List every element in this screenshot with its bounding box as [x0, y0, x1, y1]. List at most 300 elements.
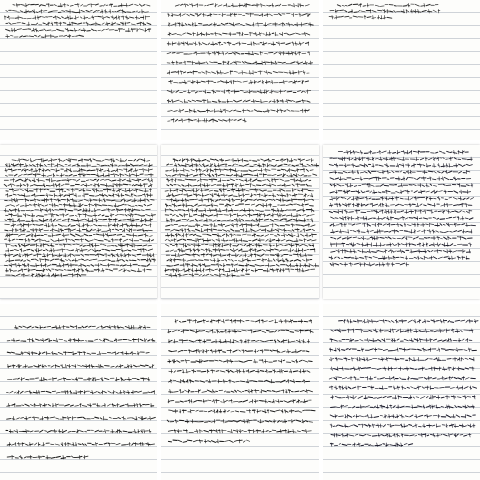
handwritten-glyph	[148, 178, 150, 182]
handwritten-glyph	[278, 340, 280, 342]
handwritten-glyph	[216, 371, 219, 372]
handwritten-glyph	[456, 386, 458, 390]
handwritten-glyph	[281, 239, 285, 241]
handwritten-glyph	[86, 190, 90, 191]
handwritten-glyph	[171, 178, 174, 182]
handwritten-glyph	[417, 231, 420, 232]
handwritten-glyph	[27, 22, 30, 26]
handwritten-glyph	[227, 90, 230, 94]
handwritten-glyph	[446, 415, 450, 417]
handwritten-glyph	[218, 243, 220, 247]
handwritten-glyph	[336, 433, 340, 437]
handwritten-glyph	[176, 233, 178, 237]
handwritten-glyph	[144, 165, 147, 166]
handwritten-glyph	[342, 386, 344, 390]
handwritten-glyph	[24, 163, 28, 167]
handwritten-glyph	[450, 152, 452, 153]
handwritten-glyph	[126, 163, 130, 167]
handwritten-glyph	[111, 22, 115, 26]
handwritten-glyph	[184, 120, 188, 121]
handwritten-glyph	[348, 376, 353, 380]
handwritten-glyph	[90, 10, 92, 11]
handwritten-glyph	[254, 110, 258, 112]
handwritten-glyph	[141, 377, 146, 381]
handwritten-glyph	[334, 348, 336, 352]
handwritten-glyph	[23, 185, 25, 186]
handwritten-glyph	[402, 369, 404, 370]
handwritten-glyph	[12, 275, 16, 276]
handwritten-glyph	[275, 224, 279, 226]
handwritten-glyph	[400, 190, 404, 194]
handwritten-glyph	[40, 30, 44, 31]
handwritten-glyph	[361, 11, 365, 12]
handwritten-glyph	[108, 218, 112, 222]
handwritten-glyph	[49, 269, 51, 271]
handwritten-glyph	[381, 197, 383, 201]
handwritten-glyph	[252, 233, 255, 237]
handwritten-glyph	[409, 178, 413, 179]
handwritten-glyph	[449, 424, 453, 428]
handwritten-glyph	[75, 377, 77, 381]
handwritten-glyph	[302, 419, 305, 423]
handwritten-glyph	[10, 35, 13, 36]
handwritten-glyph	[170, 209, 174, 211]
handwritten-glyph	[102, 160, 105, 161]
handwritten-glyph	[230, 71, 232, 75]
handwritten-glyph	[199, 220, 203, 221]
handwritten-glyph	[176, 71, 179, 75]
handwritten-glyph	[367, 249, 370, 253]
handwritten-glyph	[260, 200, 264, 201]
handwritten-glyph	[112, 11, 114, 12]
handwritten-glyph	[43, 10, 47, 11]
handwritten-glyph	[186, 158, 189, 162]
handwritten-glyph	[378, 433, 381, 437]
handwritten-glyph	[81, 28, 86, 32]
handwritten-glyph	[104, 10, 107, 14]
handwritten-glyph	[390, 157, 393, 161]
handwritten-glyph	[277, 99, 279, 103]
handwritten-glyph	[31, 228, 34, 232]
handwritten-glyph	[115, 246, 117, 247]
handwritten-glyph	[37, 403, 41, 407]
handwritten-glyph	[220, 71, 224, 75]
handwritten-glyph	[312, 240, 316, 241]
handwritten-glyph	[15, 228, 18, 232]
handwritten-glyph	[173, 409, 178, 413]
handwritten-glyph	[311, 225, 315, 227]
handwritten-glyph	[332, 359, 334, 360]
handwritten-glyph	[125, 16, 129, 20]
handwritten-glyph	[246, 409, 250, 413]
handwritten-glyph	[289, 158, 293, 162]
handwritten-glyph	[269, 431, 271, 432]
handwritten-glyph	[335, 396, 338, 397]
handwritten-glyph	[303, 369, 306, 373]
handwritten-glyph	[217, 258, 220, 262]
handwritten-glyph	[185, 419, 189, 423]
handwritten-glyph	[43, 243, 46, 247]
handwritten-glyph	[96, 234, 98, 235]
handwritten-glyph	[185, 359, 189, 363]
handwritten-glyph	[383, 9, 386, 13]
handwritten-glyph	[338, 377, 342, 378]
handwritten-glyph	[49, 11, 53, 12]
handwritten-glyph	[114, 325, 116, 329]
handwritten-glyph	[6, 248, 9, 252]
handwritten-glyph	[54, 203, 58, 207]
handwritten-glyph	[177, 429, 179, 433]
handwritten-glyph	[6, 163, 8, 167]
handwritten-glyph	[145, 12, 149, 13]
handwritten-glyph	[255, 53, 259, 54]
handwritten-glyph	[277, 109, 279, 113]
handwritten-glyph	[258, 61, 263, 65]
handwritten-glyph	[223, 109, 225, 113]
handwritten-glyph	[231, 158, 234, 162]
handwritten-glyph	[111, 163, 114, 167]
handwritten-glyph	[392, 395, 396, 399]
handwritten-glyph	[254, 80, 256, 84]
handwritten-glyph	[269, 199, 272, 200]
handwritten-glyph	[46, 391, 51, 392]
handwritten-glyph	[330, 264, 332, 266]
handwritten-glyph	[342, 203, 346, 207]
handwritten-glyph	[345, 406, 348, 407]
handwritten-glyph	[280, 99, 283, 103]
handwritten-glyph	[125, 351, 129, 355]
handwritten-glyph	[77, 179, 80, 181]
handwritten-glyph	[78, 158, 82, 162]
handwritten-glyph	[214, 168, 218, 172]
handwritten-glyph	[97, 403, 100, 407]
handwritten-glyph	[120, 158, 124, 162]
handwritten-glyph	[421, 177, 426, 181]
handwritten-glyph	[371, 386, 374, 390]
page-4-handwriting	[0, 145, 157, 299]
handwritten-glyph	[292, 184, 294, 186]
handwritten-glyph	[231, 229, 234, 231]
handwritten-glyph	[418, 349, 422, 350]
handwritten-glyph	[303, 360, 308, 362]
handwritten-glyph	[175, 210, 178, 211]
handwritten-glyph	[168, 32, 171, 36]
handwritten-glyph	[56, 168, 59, 172]
handwritten-glyph	[339, 177, 342, 181]
handwritten-glyph	[219, 199, 221, 200]
handwritten-glyph	[85, 268, 89, 272]
handwritten-glyph	[134, 403, 136, 407]
handwritten-glyph	[345, 414, 347, 418]
handwritten-glyph	[177, 200, 179, 201]
handwritten-glyph	[337, 243, 342, 247]
handwritten-glyph	[80, 245, 82, 246]
handwritten-glyph	[190, 399, 192, 403]
handwritten-glyph	[432, 203, 435, 207]
handwritten-glyph	[260, 349, 263, 353]
handwritten-glyph	[273, 419, 276, 423]
handwritten-glyph	[243, 119, 246, 123]
handwritten-glyph	[419, 338, 423, 342]
handwritten-glyph	[89, 203, 91, 207]
handwritten-glyph	[406, 263, 409, 267]
handwritten-glyph	[47, 245, 49, 246]
handwritten-glyph	[151, 213, 155, 217]
handwritten-glyph	[37, 16, 41, 20]
handwritten-glyph	[390, 445, 394, 446]
handwritten-glyph	[240, 244, 243, 245]
handwritten-glyph	[149, 163, 153, 167]
handwritten-glyph	[334, 257, 336, 258]
handwritten-glyph	[253, 61, 257, 65]
handwritten-glyph	[240, 223, 243, 227]
handwritten-glyph	[393, 153, 396, 154]
handwritten-glyph	[90, 198, 92, 202]
handwritten-glyph	[295, 391, 299, 392]
handwritten-glyph	[275, 330, 277, 332]
handwritten-glyph	[267, 231, 269, 232]
handwritten-glyph	[443, 210, 445, 214]
handwritten-glyph	[417, 243, 420, 247]
handwritten-glyph	[441, 434, 443, 435]
handwritten-glyph	[218, 223, 222, 227]
handwritten-glyph	[425, 238, 427, 239]
handwritten-glyph	[222, 234, 224, 235]
handwritten-glyph	[56, 392, 60, 393]
handwritten-glyph	[378, 349, 382, 350]
handwritten-glyph	[132, 233, 134, 237]
page-9	[323, 304, 480, 480]
handwritten-glyph	[459, 203, 464, 207]
handwritten-glyph	[126, 442, 130, 446]
handwritten-glyph	[6, 34, 10, 38]
handwritten-glyph	[307, 101, 310, 102]
handwritten-glyph	[206, 254, 208, 255]
handwritten-glyph	[270, 90, 274, 94]
handwritten-glyph	[335, 264, 338, 265]
handwritten-glyph	[236, 188, 240, 192]
handwritten-glyph	[64, 203, 68, 207]
handwritten-glyph	[227, 349, 232, 353]
page-1	[0, 0, 157, 140]
handwritten-glyph	[131, 213, 133, 217]
handwritten-glyph	[213, 429, 217, 433]
handwritten-glyph	[302, 429, 307, 433]
handwritten-glyph	[347, 157, 350, 161]
handwritten-glyph	[345, 5, 347, 6]
handwritten-glyph	[237, 171, 240, 172]
handwritten-glyph	[432, 230, 435, 234]
handwritten-glyph	[17, 29, 21, 30]
handwritten-glyph	[18, 194, 21, 195]
handwritten-glyph	[363, 192, 365, 193]
handwritten-glyph	[461, 414, 466, 418]
handwritten-glyph	[57, 181, 61, 182]
handwritten-glyph	[69, 259, 71, 261]
handwritten-glyph	[39, 220, 42, 222]
handwritten-glyph	[171, 253, 176, 257]
handwritten-glyph	[253, 331, 256, 332]
handwritten-glyph	[279, 80, 284, 84]
handwritten-glyph	[84, 455, 88, 459]
handwritten-glyph	[137, 22, 142, 26]
handwritten-glyph	[206, 32, 210, 36]
handwritten-glyph	[385, 203, 389, 207]
handwritten-glyph	[139, 442, 141, 446]
handwritten-glyph	[242, 32, 244, 36]
handwritten-glyph	[356, 152, 360, 153]
handwritten-glyph	[331, 243, 336, 247]
handwritten-glyph	[122, 260, 124, 262]
handwritten-glyph	[424, 378, 427, 380]
handwritten-glyph	[210, 223, 213, 227]
handwritten-glyph	[47, 326, 51, 327]
handwritten-glyph	[405, 150, 408, 154]
handwritten-glyph	[25, 238, 28, 242]
handwritten-glyph	[171, 233, 174, 237]
handwritten-glyph	[394, 210, 396, 214]
handwritten-glyph	[234, 120, 236, 121]
handwritten-glyph	[209, 178, 213, 182]
handwritten-glyph	[16, 340, 20, 341]
handwritten-glyph	[39, 228, 43, 232]
handwritten-glyph	[238, 218, 241, 222]
handwritten-glyph	[6, 205, 10, 206]
handwritten-glyph	[198, 195, 201, 196]
handwritten-glyph	[459, 368, 464, 369]
handwritten-glyph	[66, 158, 69, 162]
handwritten-glyph	[22, 273, 25, 277]
handwritten-glyph	[52, 325, 57, 329]
handwritten-glyph	[296, 180, 298, 181]
handwritten-glyph	[396, 191, 400, 193]
handwritten-glyph	[235, 369, 238, 373]
handwritten-glyph	[402, 216, 404, 220]
handwritten-glyph	[5, 168, 8, 172]
handwritten-glyph	[22, 253, 25, 257]
handwritten-glyph	[97, 351, 101, 355]
handwritten-glyph	[373, 236, 375, 240]
handwritten-glyph	[360, 263, 363, 267]
handwritten-glyph	[437, 236, 440, 240]
handwritten-glyph	[272, 184, 276, 186]
handwritten-glyph	[215, 339, 217, 343]
handwritten-glyph	[119, 210, 123, 211]
handwritten-glyph	[123, 3, 128, 7]
handwritten-glyph	[443, 153, 445, 154]
handwritten-glyph	[346, 349, 348, 350]
handwritten-glyph	[108, 260, 110, 261]
handwritten-glyph	[177, 216, 179, 217]
handwritten-glyph	[400, 171, 402, 172]
handwritten-glyph	[173, 23, 176, 27]
handwritten-glyph	[65, 238, 67, 242]
handwritten-glyph	[358, 319, 362, 323]
handwritten-glyph	[313, 174, 317, 175]
handwritten-glyph	[214, 213, 218, 217]
handwritten-glyph	[345, 433, 348, 437]
handwritten-glyph	[82, 193, 84, 197]
handwritten-glyph	[7, 16, 9, 20]
handwritten-glyph	[226, 273, 230, 277]
handwritten-glyph	[34, 366, 37, 367]
handwritten-glyph	[356, 224, 361, 225]
handwritten-glyph	[208, 248, 212, 252]
handwritten-glyph	[113, 218, 117, 222]
handwritten-glyph	[393, 406, 395, 408]
handwritten-glyph	[457, 256, 460, 260]
handwritten-glyph	[100, 173, 104, 177]
handwritten-glyph	[220, 158, 224, 162]
handwritten-glyph	[107, 404, 110, 406]
handwritten-glyph	[430, 386, 433, 390]
handwritten-glyph	[6, 233, 8, 237]
handwritten-glyph	[219, 188, 221, 192]
handwritten-glyph	[39, 351, 41, 355]
handwritten-glyph	[204, 411, 207, 412]
handwritten-glyph	[12, 263, 16, 267]
handwritten-glyph	[270, 421, 272, 422]
handwritten-glyph	[83, 265, 86, 266]
handwritten-glyph	[275, 249, 279, 250]
handwritten-glyph	[27, 338, 31, 342]
handwritten-glyph	[446, 164, 448, 168]
handwritten-glyph	[109, 10, 111, 14]
handwritten-glyph	[196, 168, 198, 172]
handwritten-glyph	[380, 238, 384, 239]
handwritten-glyph	[52, 351, 54, 355]
handwritten-glyph	[261, 319, 263, 323]
handwritten-glyph	[191, 263, 193, 267]
handwritten-glyph	[69, 165, 71, 166]
handwritten-glyph	[355, 197, 357, 201]
handwritten-glyph	[172, 330, 176, 332]
handwritten-glyph	[286, 379, 289, 383]
handwritten-glyph	[75, 28, 78, 32]
handwritten-glyph	[264, 226, 268, 227]
handwritten-glyph	[43, 403, 47, 407]
handwritten-glyph	[102, 353, 107, 354]
handwritten-glyph	[243, 100, 245, 102]
handwritten-glyph	[295, 411, 299, 412]
handwritten-glyph	[187, 319, 191, 323]
handwritten-glyph	[27, 326, 31, 328]
handwritten-glyph	[292, 188, 296, 192]
handwritten-glyph	[245, 263, 249, 267]
handwritten-glyph	[284, 160, 286, 161]
handwritten-glyph	[274, 52, 277, 54]
handwritten-glyph	[392, 244, 394, 246]
handwritten-glyph	[72, 254, 75, 256]
handwritten-glyph	[362, 243, 365, 247]
handwritten-glyph	[292, 165, 295, 166]
handwritten-glyph	[273, 391, 276, 392]
handwritten-glyph	[105, 180, 108, 181]
handwritten-glyph	[193, 349, 197, 353]
handwritten-glyph	[206, 165, 209, 166]
handwritten-glyph	[21, 193, 25, 197]
handwritten-glyph	[333, 183, 336, 187]
handwritten-glyph	[123, 265, 126, 266]
handwritten-glyph	[219, 120, 223, 121]
handwritten-glyph	[225, 225, 229, 226]
handwritten-glyph	[418, 433, 422, 437]
handwritten-glyph	[56, 456, 60, 457]
handwritten-glyph	[302, 80, 304, 84]
handwritten-glyph	[207, 168, 209, 172]
handwritten-glyph	[30, 431, 33, 432]
handwritten-glyph	[170, 258, 172, 262]
